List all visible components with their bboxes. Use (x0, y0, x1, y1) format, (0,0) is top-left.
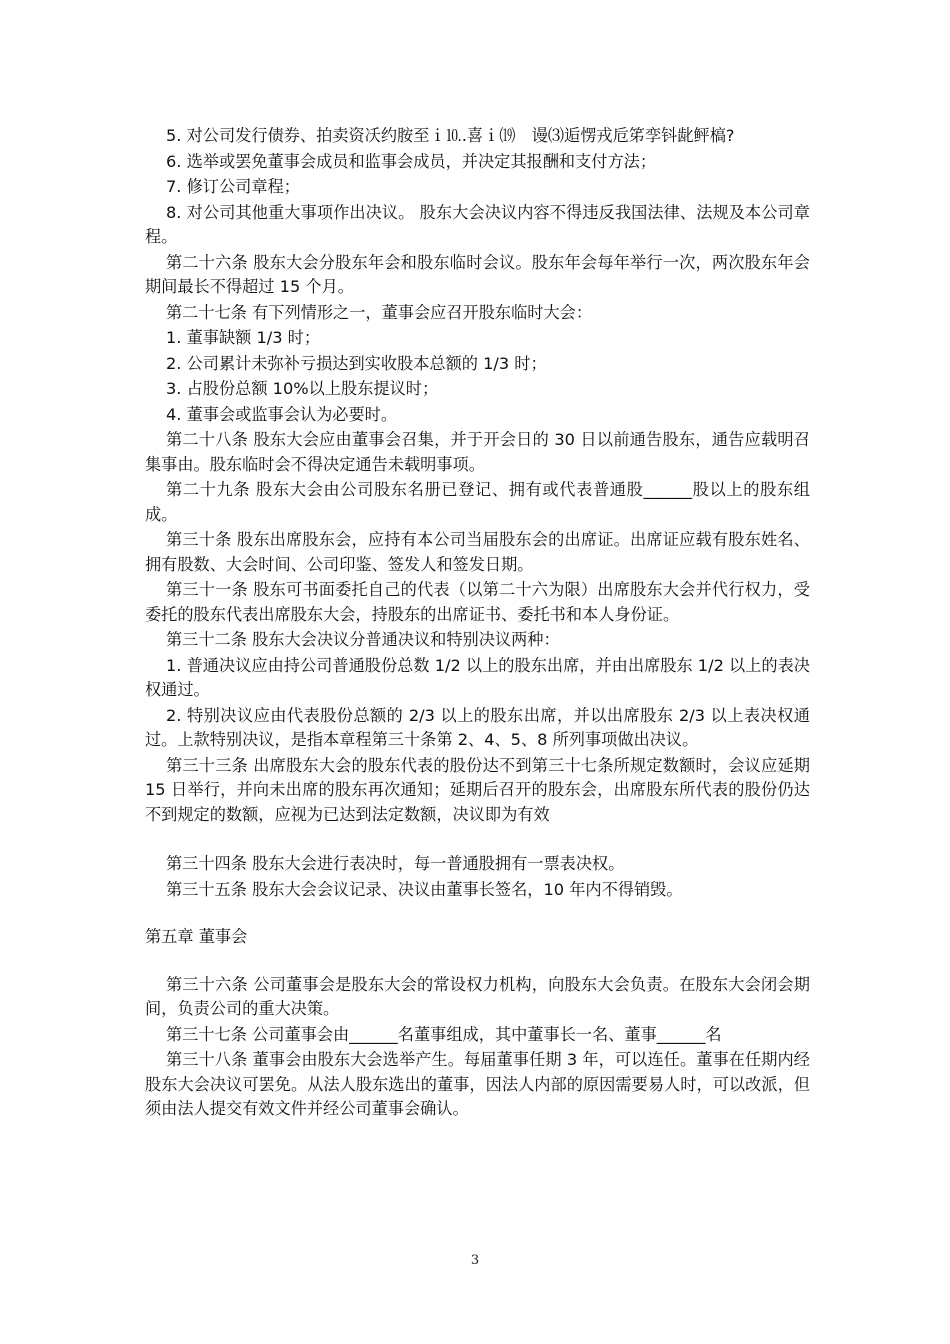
paragraph: 第三十七条 公司董事会由______名董事组成，其中董事长一名、董事______名 (166, 1024, 722, 1044)
spacer (145, 951, 810, 973)
paragraph-group-board (145, 973, 810, 1122)
paragraph: 第三十三条 出席股东大会的股东代表的股份达不到第三十七条所规定数额时，会议应延期 15 日举行，并向未出席的股东再次通知；延期后召开的股东会，出席股东所代表的股份仍达不到规定的数额，应视为已达到法定数额，决议即为有效 (145, 755, 816, 824)
paragraph: 1. 董事缺额 1/3 时； (166, 328, 321, 347)
paragraph: 2. 特别决议应由代表股份总额的 2/3 以上的股东出席，并以出席股东 2/3 以上表决权通过。上款特别决议，是指本章程第三十条第 2、4、5、8 所列事项做出决议。 (145, 705, 810, 749)
paragraph: 第三十四条 股东大会进行表决时，每一普通股拥有一票表决权。 (166, 854, 625, 873)
spacer (145, 903, 810, 925)
paragraph: 第三十一条 股东可书面委托自己的代表（以第二十六为限）出席股东大会并代行权力，受委托的股东代表出席股东大会，持股东的出席证书、委托书和本人身份证。 (145, 580, 810, 624)
paragraph: 4. 董事会或监事会认为必要时。 (166, 404, 398, 424)
paragraph: 第三十五条 股东大会会议记录、决议由董事长签名，10 年内不得销毁。 (166, 879, 683, 899)
paragraph: 第三十八条 董事会由股东大会选举产生。每届董事任期 3 年，可以连任。董事在任期内经股东大会决议可罢免。从法人股东选出的董事，因法人内部的原因需要易人时，可以改派，但须由法人提交有效文件并经公司董事会确认。 (145, 1050, 810, 1118)
paragraph: 1. 普通决议应由持公司普通股份总数 1/2 以上的股东出席，并由出席股东 1/2 以上的表决权通过。 (145, 655, 810, 699)
paragraph: 第二十九条 股东大会由公司股东名册已登记、拥有或代表普通股______股以上的股东组成。 (145, 480, 810, 524)
page-number: 3 (470, 1253, 480, 1268)
paragraph: 5. 对公司发行债券、拍卖资㓇约胺至ｉ⒑.喜ｉ⒆ 谩⑶逅愣戎卮笫孪钭龀鲆槁? (166, 126, 735, 145)
paragraph: 2. 公司累计未弥补亏损达到实收股本总额的 1/3 时； (166, 353, 547, 373)
paragraph: 第三十二条 股东大会决议分普通决议和特别决议两种： (166, 630, 560, 649)
paragraph: 3. 占股份总额 10%以上股东提议时； (166, 379, 439, 398)
paragraph: 7. 修订公司章程； (166, 177, 300, 196)
paragraph-group-voting (145, 852, 810, 902)
paragraph: 第二十八条 股东大会应由董事会召集，并于开会日的 30 日以前通告股东，通告应载明召集事由。股东临时会不得决定通告未载明事项。 (145, 430, 810, 474)
paragraph: 第三十条 股东出席股东会，应持有本公司当届股东会的出席证。出席证应载有股东姓名、拥有股数、大会时间、公司印鉴、签发人和签发日期。 (145, 530, 810, 574)
document-body (145, 124, 816, 1123)
paragraph: 第二十七条 有下列情形之一，董事会应召开股东临时大会： (166, 302, 593, 322)
paragraph: 8. 对公司其他重大事项作出决议。 股东大会决议内容不得违反我国法律、法规及本公司章程。 (145, 202, 810, 246)
paragraph: 第三十六条 公司董事会是股东大会的常设权力机构，向股东大会负责。在股东大会闭会期间，负责公司的重大决策。 (145, 974, 810, 1018)
paragraph: 第二十六条 股东大会分股东年会和股东临时会议。股东年会每年举行一次，两次股东年会期间最长不得超过 15 个月。 (145, 252, 810, 296)
chapter-title: 第五章 董事会 (145, 927, 248, 946)
paragraph-group-shareholders-meeting (145, 124, 816, 827)
paragraph: 6. 选举或罢免董事会成员和监事会成员，并决定其报酬和支付方法； (166, 151, 657, 171)
